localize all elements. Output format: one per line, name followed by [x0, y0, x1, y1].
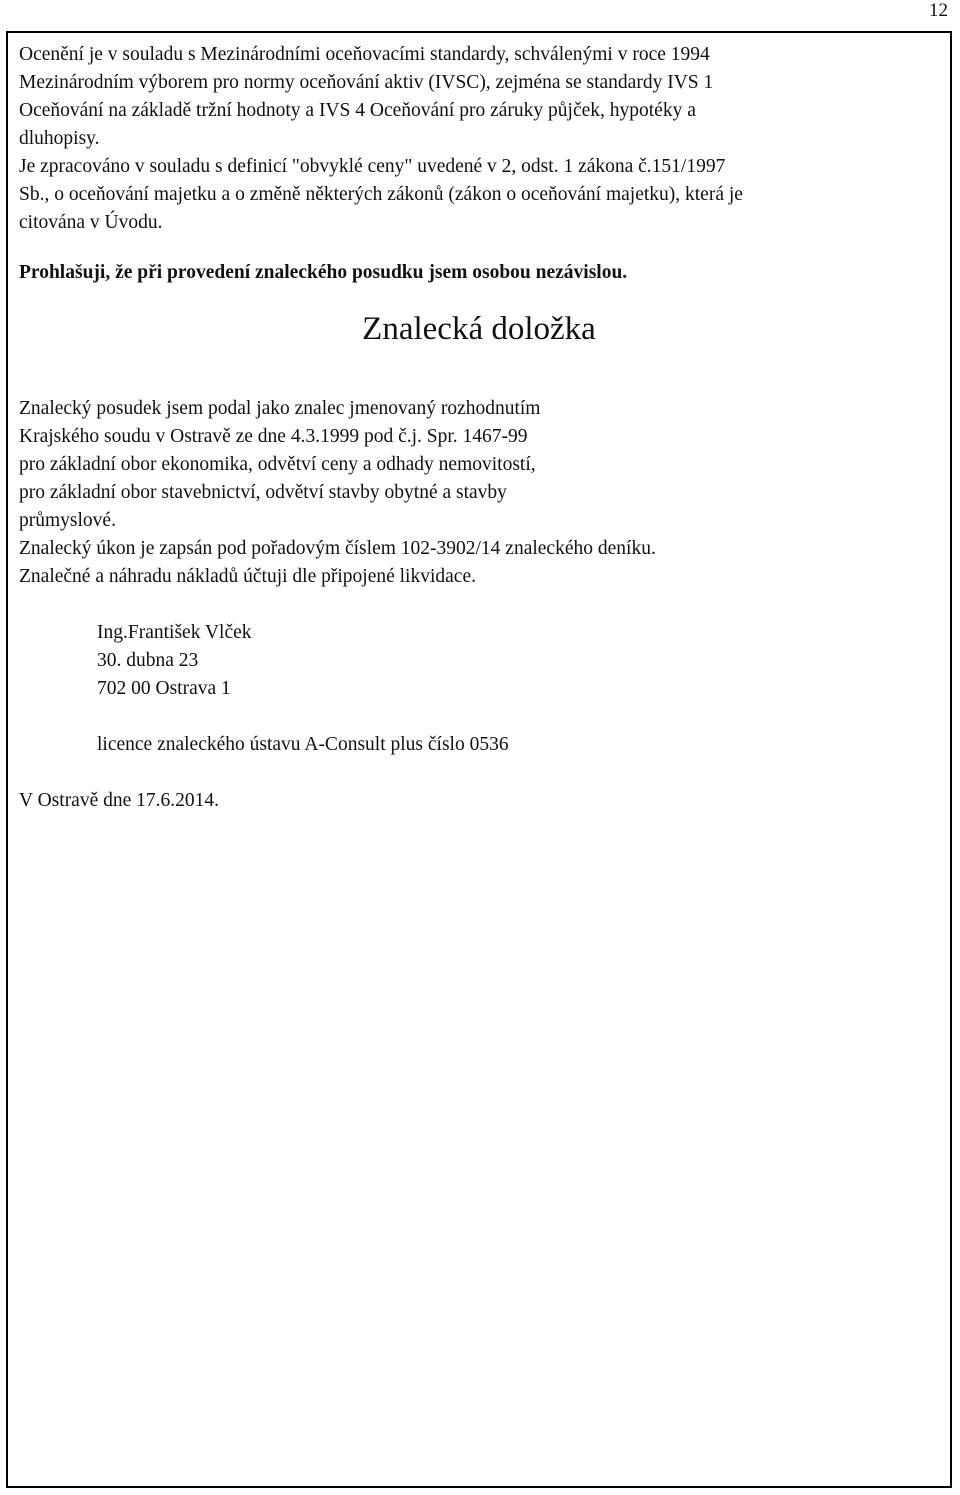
license-line: licence znaleckého ústavu A-Consult plus číslo 0536: [97, 734, 509, 755]
expert-street: 30. dubna 23: [97, 650, 199, 671]
text-line: Krajského soudu v Ostravě ze dne 4.3.1999 pod č.j. Spr. 1467-99: [19, 426, 528, 447]
text-line: citována v Úvodu.: [19, 212, 163, 233]
expert-city: 702 00 Ostrava 1: [97, 678, 231, 699]
text-line: Ocenění je v souladu s Mezinárodními oceňovacími standardy, schválenými v roce 1994: [19, 44, 710, 65]
text-line: průmyslové.: [19, 510, 116, 531]
text-line: dluhopisy.: [19, 128, 100, 149]
expert-signature-block: [97, 619, 939, 703]
expert-clause-paragraph: [19, 395, 939, 591]
text-line: pro základní obor stavebnictví, odvětví stavby obytné a stavby: [19, 482, 507, 503]
text-line: Je zpracováno v souladu s definicí "obvyklé ceny" uvedené v 2, odst. 1 zákona č.151/1997: [19, 156, 726, 177]
valuation-standards-paragraph: [19, 41, 939, 237]
page-number: 12: [929, 0, 948, 21]
text-line: Znalečné a náhradu nákladů účtuji dle připojené likvidace.: [19, 566, 476, 587]
text-line: Mezinárodním výborem pro normy oceňování aktiv (IVSC), zejména se standardy IVS 1: [19, 72, 714, 93]
place-and-date: V Ostravě dne 17.6.2014.: [19, 790, 220, 811]
expert-name: Ing.František Vlček: [97, 622, 252, 643]
expert-clause-title: Znalecká doložka: [362, 311, 596, 347]
text-line: Znalecký posudek jsem podal jako znalec jmenovaný rozhodnutím: [19, 398, 541, 419]
text-line: Sb., o oceňování majetku a o změně některých zákonů (zákon o oceňování majetku), která je: [19, 184, 743, 205]
document-body: [19, 41, 939, 815]
independence-declaration: Prohlašuji, že při provedení znaleckého posudku jsem osobou nezávislou.: [19, 262, 628, 283]
text-line: Oceňování na základě tržní hodnoty a IVS 4 Oceňování pro záruky půjček, hypotéky a: [19, 100, 696, 121]
text-line: pro základní obor ekonomika, odvětví ceny a odhady nemovitostí,: [19, 454, 536, 475]
text-line: Znalecký úkon je zapsán pod pořadovým číslem 102-3902/14 znaleckého deníku.: [19, 538, 656, 559]
